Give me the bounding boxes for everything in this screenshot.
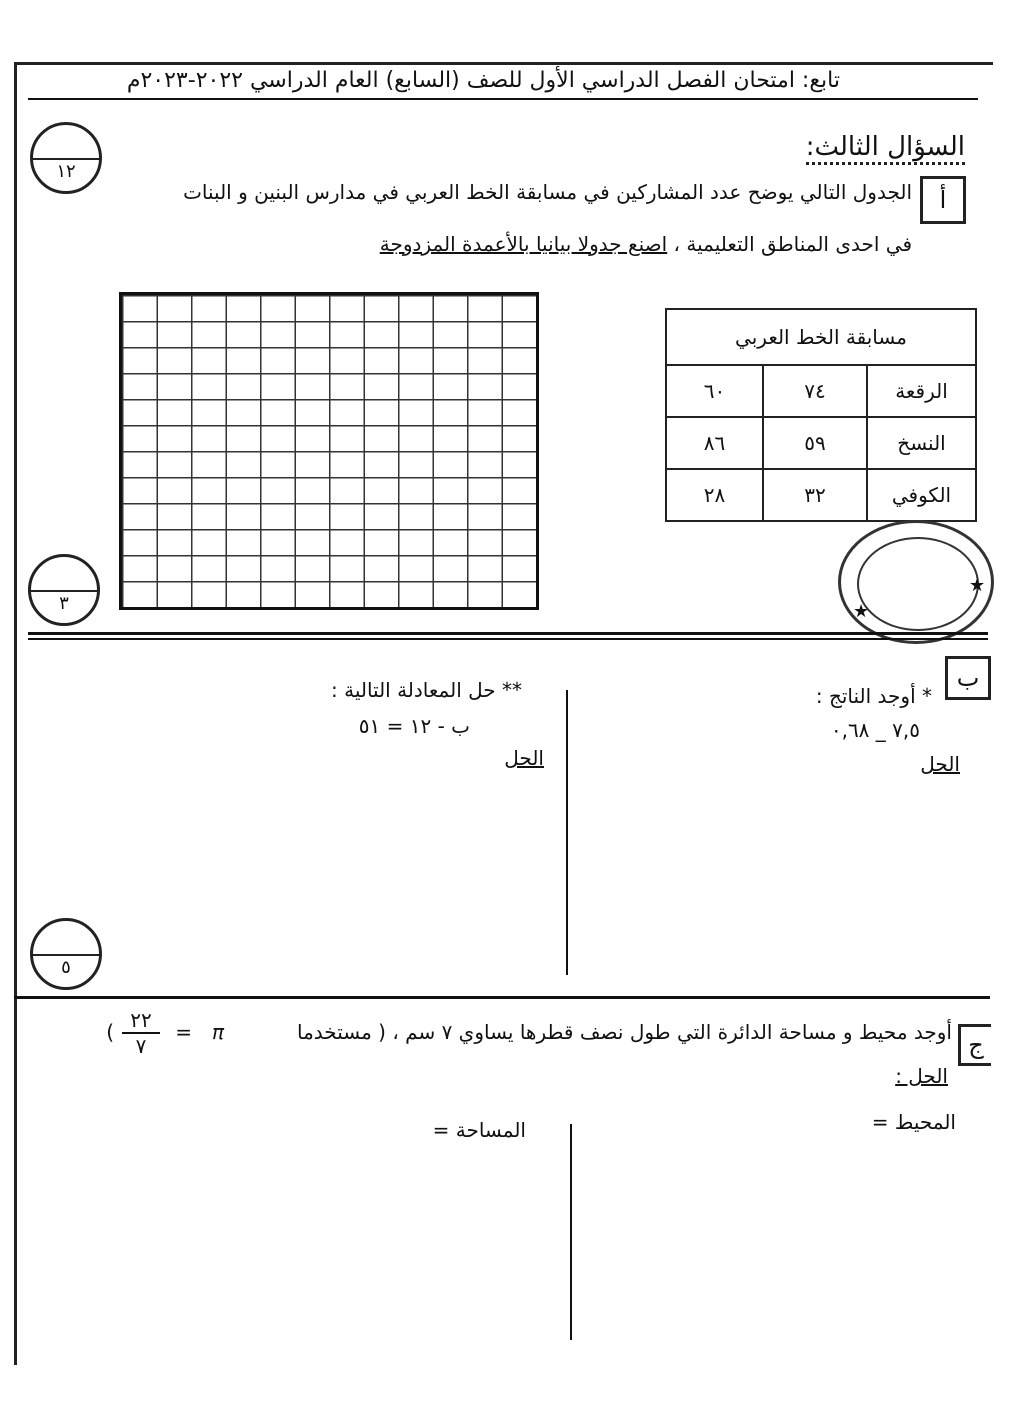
- score-value: ١٢: [56, 161, 76, 182]
- part-c-text: أوجد محيط و مساحة الدائرة التي طول نصف قطرها يساوي ٧ سم ، ( مستخدما: [297, 1020, 952, 1044]
- part-a-label: أ: [920, 176, 966, 224]
- page-frame: [14, 62, 993, 1365]
- part-a-task: اصنع جدولا بيانيا بالأعمدة المزدوجة: [379, 232, 668, 256]
- score-value: ٣: [59, 593, 69, 614]
- fraction-numerator: ٢٢: [122, 1008, 160, 1034]
- graph-grid[interactable]: [119, 292, 539, 610]
- pi-symbol: π: [211, 1020, 224, 1044]
- area-label: المساحة =: [432, 1118, 526, 1142]
- table-title: مسابقة الخط العربي: [666, 309, 976, 365]
- header-divider: [28, 98, 978, 100]
- part-b-right-task: * أوجد الناتج :: [815, 684, 932, 708]
- part-c-label: ج: [958, 1024, 991, 1066]
- part-a-text-line2: في احدى المناطق التعليمية ، اصنع جدولا بيانيا بالأعمدة المزدوجة: [379, 232, 912, 256]
- section-divider: [28, 632, 988, 635]
- pi-fraction: [122, 1008, 160, 1058]
- table-row: الكوفي ٣٢ ٢٨: [666, 469, 976, 521]
- part-c-solution: الحل :: [895, 1064, 948, 1088]
- score-value: ٥: [61, 957, 71, 978]
- part-b-right-solution: الحل: [920, 752, 960, 776]
- section-divider: [14, 996, 990, 999]
- calligraphy-table: [665, 308, 977, 522]
- table-row: النسخ ٥٩ ٨٦: [666, 417, 976, 469]
- perimeter-label: المحيط =: [871, 1110, 956, 1134]
- part-b-right-expression: ٧,٥ _ ٠,٦٨: [830, 718, 920, 742]
- part-c-separator: [570, 1124, 572, 1340]
- part-b-left-expression: ب - ١٢ = ٥١: [358, 714, 470, 738]
- closing-paren: ): [106, 1020, 114, 1044]
- question-title: السؤال الثالث:: [770, 132, 965, 162]
- score-circle-part-a: [28, 554, 100, 626]
- part-a-text-line1: الجدول التالي يوضح عدد المشاركين في مسابقة الخط العربي في مدارس البنين و البنات: [183, 180, 912, 204]
- score-circle-part-b: [30, 918, 102, 990]
- part-b-left-task: ** حل المعادلة التالية :: [331, 678, 522, 702]
- score-circle-question3: [30, 122, 102, 194]
- equals-sign: =: [175, 1020, 192, 1044]
- fraction-denominator: ٧: [135, 1034, 147, 1058]
- page-header-title: تابع: امتحان الفصل الدراسي الأول للصف (السابع) العام الدراسي ٢٠٢٢-٢٠٢٣م: [126, 68, 840, 93]
- part-b-separator: [566, 690, 568, 975]
- part-b-label: ب: [945, 656, 991, 700]
- table-row: الرقعة ٧٤ ٦٠: [666, 365, 976, 417]
- official-stamp: ★ ★: [838, 520, 994, 644]
- part-b-left-solution: الحل: [504, 746, 544, 770]
